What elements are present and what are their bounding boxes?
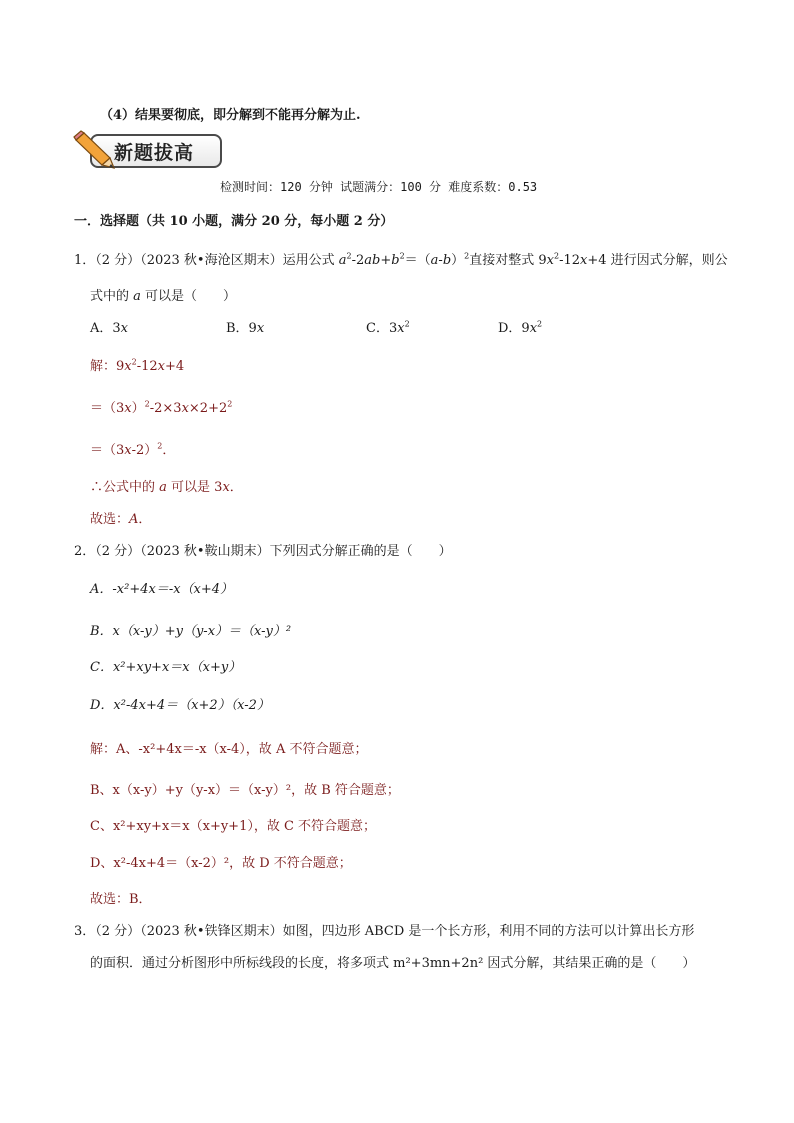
section-banner: [72, 130, 220, 168]
q1-option-a: A．3x: [90, 321, 129, 336]
q2-choice: 故选：B．: [90, 892, 152, 907]
q1-option-c: C．$3x^2$: [366, 319, 410, 336]
test-info: 检测时间：120 分钟 试题满分：100 分 难度系数：0.53: [220, 180, 538, 194]
q2-solution-b: B、x（x-y）+y（y-x）＝（x-y）²，故 B 符合题意；: [90, 783, 400, 798]
q1-stem-line2: 式中的 a 可以是（ ）: [90, 289, 237, 304]
q2-option-b: B．x（x-y）+y（y-x）＝（x-y）²: [90, 624, 292, 639]
q2-solution-d: D、x²-4x+4＝（x-2）²，故 D 不符合题意；: [90, 856, 352, 871]
q1-solution-line2: $=(3x)^2-2\times 3x\times 2+2^2$: [90, 399, 233, 416]
q2-stem: 2．（2 分）（2023 秋•鞍山期末）下列因式分解正确的是（ ）: [74, 544, 452, 559]
q1-option-d: D．$9x^2$: [498, 319, 543, 336]
q2-option-a: A．-x²+4x＝-x（x+4）: [90, 582, 234, 597]
q3-stem-line1: 3．（2 分）（2023 秋•铁锋区期末）如图，四边形 ABCD 是一个长方形，利用不同的方法可以计算出长方形: [74, 924, 695, 939]
q1-solution-line3: $=(3x-2)^2$．: [90, 441, 176, 458]
q1-stem-line1: 1．（2 分）（2023 秋•海沧区期末）运用公式 $a^2-2ab+b^2=(a-b)^2$直接对整式 $9x^2-12x+4$ 进行因式分解，则公: [74, 251, 728, 268]
q2-option-d: D．x²-4x+4＝（x+2）（x-2）: [90, 698, 270, 713]
q2-solution-c: C、x²+xy+x＝x（x+y+1），故 C 不符合题意；: [90, 819, 377, 834]
q1-conclusion: ∴公式中的 a 可以是 3x．: [90, 480, 243, 495]
intro-note: （4）结果要彻底，即分解到不能再分解为止.: [100, 108, 361, 123]
pencil-icon: [72, 130, 116, 170]
q2-option-c: C．x²+xy+x＝x（x+y）: [90, 660, 242, 675]
q1-solution-line1: 解：$9x^2-12x+4$: [90, 357, 185, 374]
q1-option-b: B．9x: [226, 321, 265, 336]
q1-choice: 故选：A．: [90, 512, 152, 527]
banner-title: 新题拔高: [114, 142, 195, 164]
section-heading: 一．选择题（共 10 小题，满分 20 分，每小题 2 分）: [74, 214, 394, 229]
q3-stem-line2: 的面积．通过分析图形中所标线段的长度，将多项式 m²+3mn+2n² 因式分解，其结果正确的是（ ）: [90, 956, 696, 971]
q2-solution-a: 解：A、-x²+4x＝-x（x-4），故 A 不符合题意；: [90, 742, 368, 757]
